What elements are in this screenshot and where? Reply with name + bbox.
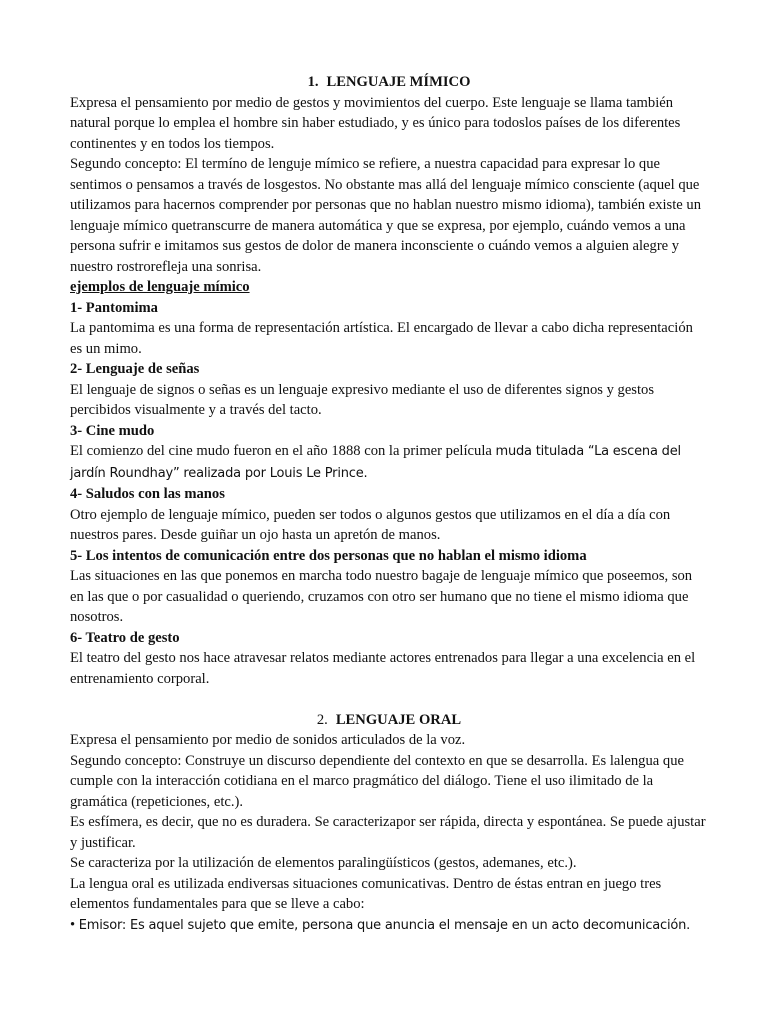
example-5-body: Las situaciones en las que ponemos en marcha todo nuestro bagaje de lenguaje mímico que poseemos, son en las que o por casualidad o queriendo, cruzamos con otro ser humano que no tiene el mismo idioma que nosotros.: [70, 568, 693, 625]
section-2-paragraph-5: La lengua oral es utilizada endiversas situaciones comunicativas. Dentro de éstas entran en juego tres elementos fundamentales para que se lleve a cabo:: [70, 875, 662, 912]
example-3-body-sans: muda titulada “La escena del jardín Roundhay” realizada por Louis Le Prince.: [70, 444, 681, 481]
example-3-body: [70, 441, 708, 484]
bullet-item: [70, 915, 708, 937]
bullet-mark: •: [70, 916, 76, 933]
bullet-text: Emisor: Es aquel sujeto que emite, persona que anuncia el mensaje en un acto decomunicación.: [78, 917, 691, 933]
section-2-number: 2.: [316, 711, 328, 728]
section-2-title: [70, 710, 708, 731]
example-4-heading: 4- Saludos con las manos: [70, 486, 225, 502]
section-1-title-text: LENGUAJE MÍMICO: [326, 74, 471, 90]
example-3-body-serif: El comienzo del cine mudo fueron en el año 1888 con la primer película: [70, 443, 496, 459]
section-1-title: [70, 72, 708, 93]
section-2-paragraph-4: Se caracteriza por la utilización de elementos paralingüísticos (gestos, ademanes, etc.).: [70, 855, 577, 871]
section-1-paragraph-1: Expresa el pensamiento por medio de gestos y movimientos del cuerpo. Este lenguaje se llama también natural porque lo emplea el hombre sin haber estudiado, y es único para todoslos países de los diferentes continentes y en todos los tiempos.: [70, 94, 681, 152]
example-2-heading: 2- Lenguaje de señas: [70, 361, 200, 377]
section-2-title-text: LENGUAJE ORAL: [335, 711, 462, 728]
example-3-heading: 3- Cine mudo: [70, 422, 155, 439]
example-5-heading: 5- Los intentos de comunicación entre dos personas que no hablan el mismo idioma: [70, 547, 587, 564]
section-2-paragraph-1: Expresa el pensamiento por medio de sonidos articulados de la voz.: [70, 732, 466, 748]
section-spacer: [70, 689, 708, 710]
example-1-body: La pantomima es una forma de representación artística. El encargado de llevar a cabo dicha representación es un mimo.: [70, 320, 693, 357]
example-6-heading: 6- Teatro de gesto: [70, 629, 180, 646]
section-2-paragraph-2: Segundo concepto: Construye un discurso dependiente del contexto en que se desarrolla. Es lalengua que cumple con la interacción cotidiana en el marco pragmático del diálogo. Tiene el uso ilimitado de la gramática (repeticiones, etc.).: [70, 752, 684, 810]
example-6-body: El teatro del gesto nos hace atravesar relatos mediante actores entrenados para llegar a una excelencia en el entrenamiento corporal.: [70, 650, 696, 687]
section-1-paragraph-2: Segundo concepto: El termíno de lenguje mímico se refiere, a nuestra capacidad para expresar lo que sentimos o pensamos a través de losgestos. No obstante mas allá del lenguaje mímico consciente (aquel que utilizamos para hacernos comprender por personas que no hablan nuestro mismo idioma), también existe un lenguaje mímico quetranscurre de manera automática y que se expresa, por ejemplo, cuándo vemos a una persona sufrir e imitamos sus gestos de dolor de manera inconsciente o cuándo vemos a alguien alegre y nuestro rostrorefleja una sonrisa.: [70, 156, 702, 275]
example-2-body: El lenguaje de signos o señas es un lenguaje expresivo mediante el uso de diferentes signos y gestos percibidos visualmente y a través del tacto.: [70, 381, 655, 418]
examples-heading: ejemplos de lenguaje mímico: [70, 279, 250, 295]
example-1-heading: 1- Pantomima: [70, 299, 158, 316]
section-2-paragraph-3: Es esfímera, es decir, que no es duradera. Se caracterizapor ser rápida, directa y espontánea. Se puede ajustar y justificar.: [70, 814, 706, 851]
section-1-number: 1.: [307, 74, 319, 90]
example-4-body: Otro ejemplo de lenguaje mímico, pueden ser todos o algunos gestos que utilizamos en el día a día con nuestros pares. Desde guiñar un ojo hasta un apretón de manos.: [70, 506, 671, 543]
